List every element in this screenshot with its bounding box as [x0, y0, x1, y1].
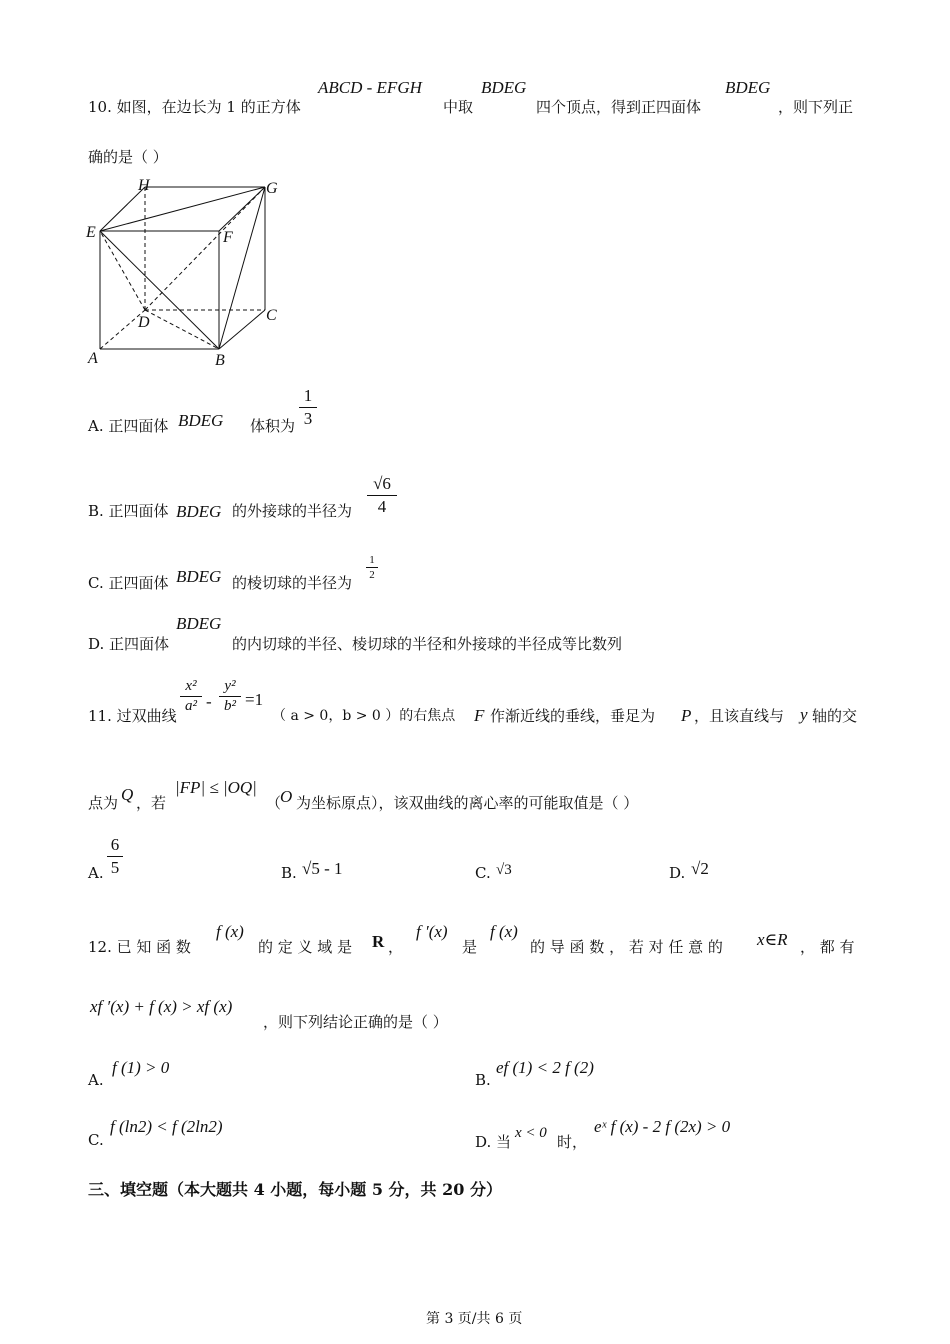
q10-optC-tet: BDEG — [176, 567, 222, 586]
diag-EG — [100, 187, 265, 231]
q11-P: P — [681, 706, 692, 725]
q12-optD-t: 时， — [557, 1133, 588, 1151]
q12-optB-label: B. — [475, 1071, 491, 1089]
q11-optA-num: 6 — [110, 835, 120, 854]
q10-optA-fraction — [299, 386, 317, 429]
q12-f: f (x) — [216, 922, 244, 941]
q10-optB-tail: 的外接球的半径为 — [232, 502, 353, 520]
q11-minus: - — [206, 692, 212, 711]
q12-optD-cond: x < 0 — [515, 1125, 547, 1141]
q11-line2b: ，若 — [136, 794, 167, 812]
q10-tet1: BDEG — [481, 78, 527, 97]
q11-mid2: ，且该直线与 — [694, 707, 785, 725]
q10-optB-den: 4 — [377, 497, 387, 516]
label-H: H — [138, 177, 150, 194]
q11-y2-over-b2 — [219, 678, 241, 715]
q10-mid2: 四个顶点，得到正四面体 — [536, 98, 702, 116]
q11-optA-label: A. — [88, 864, 104, 882]
q10-cube-name: ABCD - EFGH — [318, 78, 422, 97]
q11-mid: 作渐近线的垂线，垂足为 — [490, 707, 656, 725]
q12-optD-val: eˣ f (x) - 2 f (2x) > 0 — [594, 1117, 731, 1136]
edge-BC — [219, 310, 265, 349]
q10-optC-text: C. 正四面体 — [88, 574, 169, 592]
q11-cond: （ a > 0，b > 0 ）的右焦点 — [272, 708, 456, 724]
q10-optD-tet: BDEG — [176, 614, 222, 633]
label-D: D — [138, 314, 150, 331]
q10-optD-tail: 的内切球的半径、棱切球的半径和外接球的半径成等比数列 — [232, 635, 623, 653]
q10-mid: 中取 — [443, 98, 474, 116]
q10-prefix: 10. 如图，在边长为 1 的正方体 — [88, 98, 301, 116]
q12-optD-label: D. 当 — [475, 1133, 512, 1151]
diag-BG — [219, 187, 265, 349]
q12-t1: 的 定 义 域 是 — [258, 938, 353, 956]
q10-optC-num: 1 — [369, 554, 375, 566]
q12-comma: ， — [388, 938, 404, 956]
q11-optB-val: √5 - 1 — [302, 859, 343, 878]
q11-prefix: 11. 过双曲线 — [88, 707, 177, 725]
label-E: E — [86, 224, 96, 241]
q12-cond: xf ′(x) + f (x) > xf (x) — [90, 997, 233, 1016]
q12-optC-label: C. — [88, 1131, 104, 1149]
q10-optB-fraction — [367, 474, 397, 517]
q11-optB-label: B. — [281, 864, 297, 882]
q12-t5: ，则下列结论正确的是（ ） — [263, 1013, 448, 1031]
q11-ineq: |FP| ≤ |OQ| — [175, 778, 257, 797]
q11-line2c: （ — [266, 794, 282, 812]
q10-optC-tail: 的棱切球的半径为 — [232, 574, 353, 592]
q11-x2-over-a2 — [180, 678, 202, 715]
hidden-diag-DB — [145, 310, 219, 349]
q10-optC-fraction — [366, 554, 378, 581]
q11-line2d: 为坐标原点），该双曲线的离心率的可能取值是（ ） — [296, 794, 639, 812]
hidden-diag-DE — [100, 231, 145, 310]
q12-fprime: f ′(x) — [416, 922, 448, 941]
q12-optB-val: ef (1) < 2 f (2) — [496, 1058, 594, 1077]
q10-optA-num: 1 — [303, 386, 313, 405]
q11-tail: 轴的交 — [812, 707, 858, 725]
q11-optD-label: D. — [669, 864, 686, 882]
q10-tet2: BDEG — [725, 78, 771, 97]
q11-y2: y² — [224, 678, 236, 694]
q12-xR: x∈R — [757, 930, 788, 949]
section-3-heading: 三、填空题（本大题共 4 小题，每小题 5 分，共 20 分） — [88, 1180, 502, 1199]
q11-optD-val: √2 — [691, 859, 709, 878]
q10-optD-text: D. 正四面体 — [88, 635, 170, 653]
q11-O: O — [280, 787, 293, 806]
hidden-diag-DG — [145, 187, 265, 310]
q12-optC-val: f (ln2) < f (2ln2) — [110, 1117, 223, 1136]
q12-prefix: 12. 已 知 函 数 — [88, 938, 191, 956]
q12-optA-label: A. — [88, 1071, 104, 1089]
q10-line2: 确的是（ ） — [88, 148, 168, 166]
q10-optC-den: 2 — [369, 569, 375, 581]
label-B: B — [215, 352, 225, 369]
q12-f2: f (x) — [490, 922, 518, 941]
q12-t3: 的 导 函 数 ， 若 对 任 意 的 — [530, 938, 723, 956]
q10-optB-text: B. 正四面体 — [88, 502, 169, 520]
q12-optA-val: f (1) > 0 — [112, 1058, 170, 1077]
q11-Q: Q — [121, 785, 134, 804]
label-F: F — [223, 229, 233, 246]
cube-figure — [80, 170, 290, 370]
q11-line2a: 点为 — [88, 794, 119, 812]
page-footer: 第 3 页/共 6 页 — [426, 1311, 523, 1327]
q11-b2: b² — [224, 698, 236, 714]
label-A: A — [88, 350, 98, 367]
q11-optA-den: 5 — [110, 858, 120, 877]
q11-F: F — [474, 706, 485, 725]
diag-EB — [100, 231, 219, 349]
q11-optC-label: C. — [475, 864, 491, 882]
q10-optB-tet: BDEG — [176, 502, 222, 521]
q11-eq1: =1 — [245, 690, 264, 709]
q11-a2: a² — [185, 698, 197, 714]
q10-suffix: ，则下列正 — [778, 98, 854, 116]
q10-optA-tail: 体积为 — [250, 417, 296, 435]
label-G: G — [266, 180, 278, 197]
q11-optC-val: √3 — [496, 862, 512, 878]
q10-optA-tet: BDEG — [178, 411, 224, 430]
q11-optA-fraction — [107, 835, 123, 878]
q12-R: R — [372, 932, 385, 951]
q11-y: y — [800, 705, 808, 724]
q11-x2: x² — [185, 678, 197, 694]
q10-optA-den: 3 — [303, 409, 313, 428]
q10-optA-text: A. 正四面体 — [88, 417, 169, 435]
label-C: C — [266, 307, 277, 324]
q12-t2: 是 — [462, 938, 478, 956]
q10-optB-num: √6 — [373, 474, 391, 493]
q12-t4: ， 都 有 — [800, 938, 855, 956]
